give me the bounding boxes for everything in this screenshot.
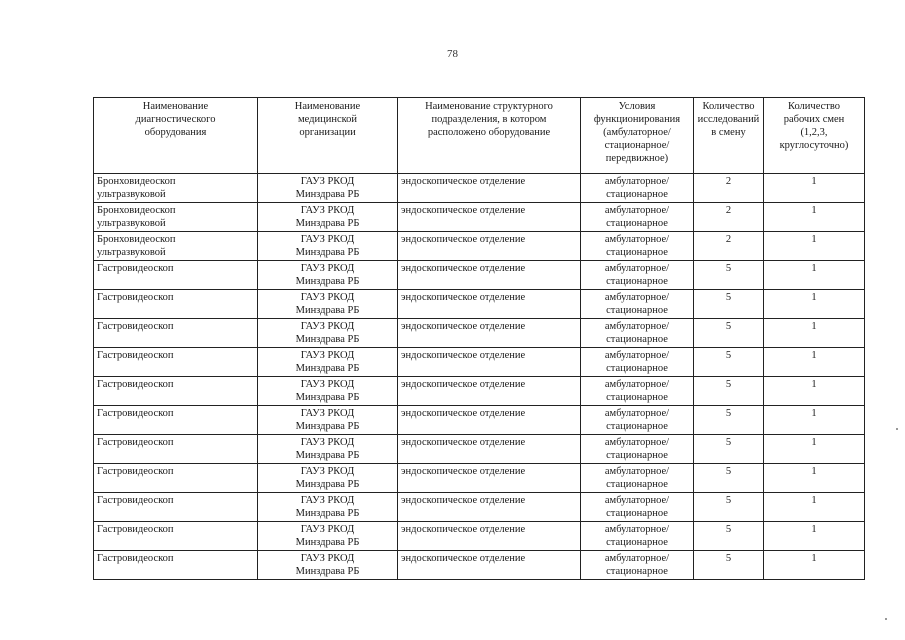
cell-exam-count: 5 bbox=[694, 377, 764, 406]
cell-exam-count: 5 bbox=[694, 551, 764, 580]
cell-text-line: расположено оборудование bbox=[427, 127, 551, 138]
cell-text-line: Условия bbox=[618, 101, 656, 112]
cell-text-line: Гастровидеоскоп bbox=[97, 350, 174, 361]
cell-organization bbox=[258, 464, 398, 493]
table-row bbox=[94, 319, 865, 348]
cell-shift-count: 1 bbox=[764, 435, 865, 464]
cell-text-line: (1,2,3, bbox=[800, 127, 828, 138]
cell-organization bbox=[258, 348, 398, 377]
cell-text-line: Минздрава РБ bbox=[295, 450, 360, 461]
cell-text-line: Минздрава РБ bbox=[295, 537, 360, 548]
cell-exam-count: 5 bbox=[694, 261, 764, 290]
cell-text-line: стационарное bbox=[606, 305, 668, 316]
cell-equipment-name bbox=[94, 290, 258, 319]
cell-text-line: ГАУЗ РКОД bbox=[300, 553, 355, 564]
cell-equipment-name bbox=[94, 261, 258, 290]
cell-text-line: стационарное bbox=[606, 276, 668, 287]
cell-organization bbox=[258, 261, 398, 290]
cell-text-line: ГАУЗ РКОД bbox=[300, 379, 355, 390]
cell-text-line: Минздрава РБ bbox=[295, 247, 360, 258]
cell-exam-count: 2 bbox=[694, 174, 764, 203]
cell-exam-count: 5 bbox=[694, 464, 764, 493]
cell-text-line: Минздрава РБ bbox=[295, 189, 360, 200]
cell-shift-count: 1 bbox=[764, 464, 865, 493]
cell-text-line: стационарное bbox=[606, 479, 668, 490]
cell-text-line: диагностического bbox=[135, 114, 216, 125]
cell-conditions bbox=[581, 551, 694, 580]
cell-exam-count: 5 bbox=[694, 435, 764, 464]
cell-text-line: ГАУЗ РКОД bbox=[300, 234, 355, 245]
equipment-table bbox=[93, 97, 865, 580]
table-row bbox=[94, 290, 865, 319]
cell-text-line: ГАУЗ РКОД bbox=[300, 437, 355, 448]
header-organization bbox=[258, 98, 398, 174]
page-number: 78 bbox=[447, 48, 458, 60]
cell-text-line: исследований bbox=[697, 114, 760, 125]
table-row bbox=[94, 464, 865, 493]
cell-text-line: Наименование bbox=[142, 101, 209, 112]
cell-exam-count: 5 bbox=[694, 319, 764, 348]
cell-text-line: ультразвуковой bbox=[97, 189, 166, 200]
cell-department: эндоскопическое отделение bbox=[398, 551, 581, 580]
cell-text-line: рабочих смен bbox=[783, 114, 845, 125]
cell-text-line: амбулаторное/ bbox=[604, 350, 670, 361]
cell-organization bbox=[258, 406, 398, 435]
cell-text-line: Минздрава РБ bbox=[295, 363, 360, 374]
cell-text-line: амбулаторное/ bbox=[604, 292, 670, 303]
cell-department: эндоскопическое отделение bbox=[398, 319, 581, 348]
cell-text-line: амбулаторное/ bbox=[604, 466, 670, 477]
cell-text-line: стационарное bbox=[606, 508, 668, 519]
cell-text-line: круглосуточно) bbox=[779, 140, 849, 151]
cell-conditions bbox=[581, 290, 694, 319]
cell-equipment-name bbox=[94, 174, 258, 203]
cell-equipment-name bbox=[94, 493, 258, 522]
cell-text-line: амбулаторное/ bbox=[604, 524, 670, 535]
cell-text-line: амбулаторное/ bbox=[604, 379, 670, 390]
cell-text-line: Минздрава РБ bbox=[295, 479, 360, 490]
cell-text-line: Гастровидеоскоп bbox=[97, 292, 174, 303]
cell-department: эндоскопическое отделение bbox=[398, 493, 581, 522]
cell-text-line: амбулаторное/ bbox=[604, 234, 670, 245]
cell-text-line: стационарное bbox=[606, 247, 668, 258]
cell-text-line: Гастровидеоскоп bbox=[97, 408, 174, 419]
cell-conditions bbox=[581, 377, 694, 406]
cell-department: эндоскопическое отделение bbox=[398, 435, 581, 464]
cell-text-line: Количество bbox=[787, 101, 841, 112]
table-row bbox=[94, 203, 865, 232]
cell-equipment-name bbox=[94, 551, 258, 580]
cell-exam-count: 5 bbox=[694, 348, 764, 377]
cell-conditions bbox=[581, 522, 694, 551]
header-conditions bbox=[581, 98, 694, 174]
cell-equipment-name bbox=[94, 348, 258, 377]
cell-text-line: Минздрава РБ bbox=[295, 276, 360, 287]
table-row bbox=[94, 435, 865, 464]
cell-exam-count: 5 bbox=[694, 290, 764, 319]
scan-speck bbox=[885, 618, 887, 620]
cell-text-line: Бронховидеоскоп bbox=[97, 205, 176, 216]
cell-department: эндоскопическое отделение bbox=[398, 464, 581, 493]
cell-text-line: ГАУЗ РКОД bbox=[300, 495, 355, 506]
cell-text-line: амбулаторное/ bbox=[604, 495, 670, 506]
cell-shift-count: 1 bbox=[764, 551, 865, 580]
cell-conditions bbox=[581, 464, 694, 493]
cell-text-line: стационарное bbox=[606, 363, 668, 374]
cell-text-line: стационарное bbox=[606, 566, 668, 577]
cell-text-line: ГАУЗ РКОД bbox=[300, 350, 355, 361]
cell-text-line: ГАУЗ РКОД bbox=[300, 205, 355, 216]
cell-text-line: амбулаторное/ bbox=[604, 205, 670, 216]
cell-shift-count: 1 bbox=[764, 232, 865, 261]
cell-equipment-name bbox=[94, 406, 258, 435]
cell-department: эндоскопическое отделение bbox=[398, 232, 581, 261]
cell-text-line: амбулаторное/ bbox=[604, 408, 670, 419]
cell-text-line: ультразвуковой bbox=[97, 218, 166, 229]
cell-text-line: амбулаторное/ bbox=[604, 263, 670, 274]
cell-text-line: Минздрава РБ bbox=[295, 421, 360, 432]
cell-department: эндоскопическое отделение bbox=[398, 290, 581, 319]
cell-equipment-name bbox=[94, 319, 258, 348]
cell-text-line: Гастровидеоскоп bbox=[97, 466, 174, 477]
cell-equipment-name bbox=[94, 377, 258, 406]
cell-text-line: Минздрава РБ bbox=[295, 508, 360, 519]
cell-text-line: Минздрава РБ bbox=[295, 218, 360, 229]
cell-text-line: Наименование bbox=[294, 101, 361, 112]
cell-organization bbox=[258, 232, 398, 261]
cell-text-line: стационарное bbox=[606, 537, 668, 548]
cell-text-line: стационарное bbox=[606, 218, 668, 229]
cell-conditions bbox=[581, 174, 694, 203]
cell-exam-count: 5 bbox=[694, 493, 764, 522]
cell-conditions bbox=[581, 261, 694, 290]
cell-text-line: Минздрава РБ bbox=[295, 334, 360, 345]
cell-text-line: стационарное bbox=[606, 189, 668, 200]
cell-text-line: функционирования bbox=[593, 114, 681, 125]
cell-text-line: амбулаторное/ bbox=[604, 176, 670, 187]
cell-shift-count: 1 bbox=[764, 406, 865, 435]
cell-conditions bbox=[581, 493, 694, 522]
cell-conditions bbox=[581, 203, 694, 232]
cell-shift-count: 1 bbox=[764, 203, 865, 232]
cell-text-line: ГАУЗ РКОД bbox=[300, 321, 355, 332]
cell-text-line: стационарное bbox=[606, 421, 668, 432]
cell-organization bbox=[258, 522, 398, 551]
table-row bbox=[94, 261, 865, 290]
cell-department: эндоскопическое отделение bbox=[398, 174, 581, 203]
cell-conditions bbox=[581, 232, 694, 261]
cell-equipment-name bbox=[94, 232, 258, 261]
cell-shift-count: 1 bbox=[764, 348, 865, 377]
cell-text-line: амбулаторное/ bbox=[604, 321, 670, 332]
cell-text-line: ГАУЗ РКОД bbox=[300, 466, 355, 477]
cell-department: эндоскопическое отделение bbox=[398, 522, 581, 551]
cell-shift-count: 1 bbox=[764, 319, 865, 348]
cell-text-line: Бронховидеоскоп bbox=[97, 234, 176, 245]
table-row bbox=[94, 174, 865, 203]
cell-text-line: организации bbox=[299, 127, 356, 138]
cell-shift-count: 1 bbox=[764, 261, 865, 290]
cell-organization bbox=[258, 551, 398, 580]
cell-text-line: стационарное bbox=[606, 392, 668, 403]
table-row bbox=[94, 232, 865, 261]
cell-text-line: стационарное/ bbox=[604, 140, 670, 151]
cell-text-line: в смену bbox=[711, 127, 746, 138]
cell-text-line: подразделения, в котором bbox=[431, 114, 547, 125]
cell-text-line: ГАУЗ РКОД bbox=[300, 524, 355, 535]
cell-text-line: Минздрава РБ bbox=[295, 305, 360, 316]
cell-text-line: (амбулаторное/ bbox=[603, 127, 671, 138]
cell-shift-count: 1 bbox=[764, 290, 865, 319]
cell-organization bbox=[258, 290, 398, 319]
cell-text-line: Минздрава РБ bbox=[295, 392, 360, 403]
header-shift-count bbox=[764, 98, 865, 174]
cell-equipment-name bbox=[94, 522, 258, 551]
cell-text-line: оборудования bbox=[144, 127, 207, 138]
cell-text-line: ГАУЗ РКОД bbox=[300, 292, 355, 303]
cell-text-line: амбулаторное/ bbox=[604, 553, 670, 564]
table-body bbox=[94, 174, 865, 580]
cell-text-line: Наименование структурного bbox=[425, 101, 553, 112]
header-department bbox=[398, 98, 581, 174]
cell-conditions bbox=[581, 406, 694, 435]
cell-text-line: Гастровидеоскоп bbox=[97, 524, 174, 535]
cell-text-line: Гастровидеоскоп bbox=[97, 263, 174, 274]
cell-department: эндоскопическое отделение bbox=[398, 348, 581, 377]
cell-exam-count: 2 bbox=[694, 203, 764, 232]
table-row bbox=[94, 522, 865, 551]
cell-department: эндоскопическое отделение bbox=[398, 406, 581, 435]
cell-text-line: ГАУЗ РКОД bbox=[300, 176, 355, 187]
table-row bbox=[94, 551, 865, 580]
cell-conditions bbox=[581, 435, 694, 464]
cell-shift-count: 1 bbox=[764, 522, 865, 551]
cell-equipment-name bbox=[94, 203, 258, 232]
cell-organization bbox=[258, 493, 398, 522]
cell-text-line: Бронховидеоскоп bbox=[97, 176, 176, 187]
cell-text-line: Гастровидеоскоп bbox=[97, 495, 174, 506]
cell-organization bbox=[258, 203, 398, 232]
table-row bbox=[94, 493, 865, 522]
table-row bbox=[94, 377, 865, 406]
cell-shift-count: 1 bbox=[764, 174, 865, 203]
cell-text-line: Гастровидеоскоп bbox=[97, 379, 174, 390]
cell-equipment-name bbox=[94, 464, 258, 493]
cell-text-line: стационарное bbox=[606, 450, 668, 461]
cell-text-line: Количество bbox=[702, 101, 755, 112]
cell-organization bbox=[258, 174, 398, 203]
cell-text-line: ультразвуковой bbox=[97, 247, 166, 258]
cell-department: эндоскопическое отделение bbox=[398, 261, 581, 290]
cell-exam-count: 5 bbox=[694, 522, 764, 551]
cell-shift-count: 1 bbox=[764, 377, 865, 406]
cell-text-line: Гастровидеоскоп bbox=[97, 321, 174, 332]
cell-shift-count: 1 bbox=[764, 493, 865, 522]
cell-organization bbox=[258, 377, 398, 406]
cell-conditions bbox=[581, 319, 694, 348]
cell-text-line: передвижное) bbox=[605, 153, 669, 164]
cell-text-line: Гастровидеоскоп bbox=[97, 553, 174, 564]
cell-text-line: ГАУЗ РКОД bbox=[300, 408, 355, 419]
cell-exam-count: 2 bbox=[694, 232, 764, 261]
cell-text-line: Гастровидеоскоп bbox=[97, 437, 174, 448]
table-row bbox=[94, 406, 865, 435]
header-equipment-name bbox=[94, 98, 258, 174]
cell-text-line: медицинской bbox=[297, 114, 358, 125]
table-header-row bbox=[94, 98, 865, 174]
scan-speck bbox=[896, 428, 898, 430]
cell-exam-count: 5 bbox=[694, 406, 764, 435]
cell-conditions bbox=[581, 348, 694, 377]
cell-text-line: Минздрава РБ bbox=[295, 566, 360, 577]
cell-department: эндоскопическое отделение bbox=[398, 203, 581, 232]
cell-text-line: ГАУЗ РКОД bbox=[300, 263, 355, 274]
header-exam-count bbox=[694, 98, 764, 174]
table-row bbox=[94, 348, 865, 377]
cell-organization bbox=[258, 319, 398, 348]
cell-text-line: амбулаторное/ bbox=[604, 437, 670, 448]
cell-text-line: стационарное bbox=[606, 334, 668, 345]
cell-equipment-name bbox=[94, 435, 258, 464]
cell-department: эндоскопическое отделение bbox=[398, 377, 581, 406]
cell-organization bbox=[258, 435, 398, 464]
